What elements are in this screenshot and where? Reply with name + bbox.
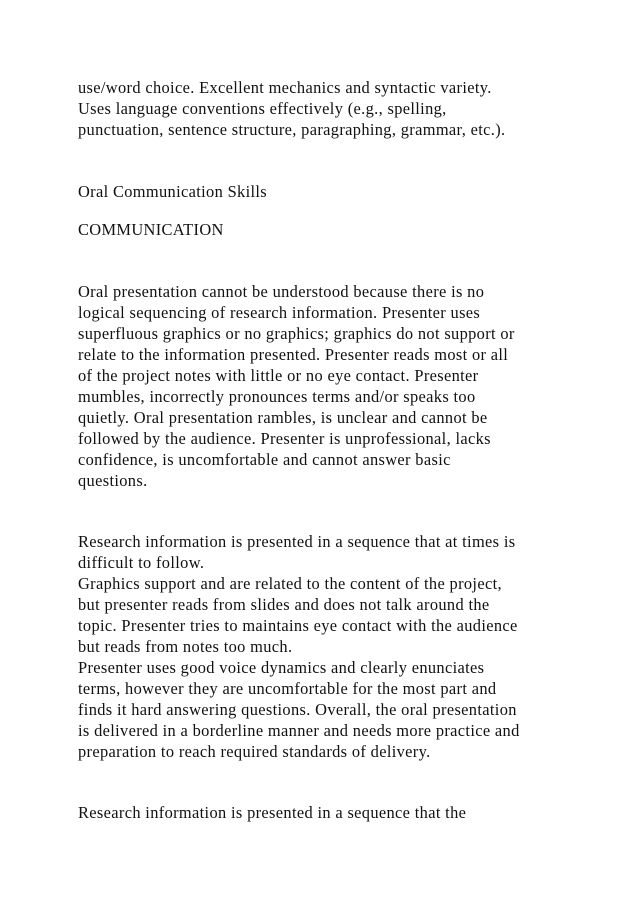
text-line: confidence, is uncomfortable and cannot answer basic <box>78 450 451 469</box>
text-line: mumbles, incorrectly pronounces terms and/or speaks too <box>78 387 476 406</box>
text-line: of the project notes with little or no eye contact. Presenter <box>78 366 479 385</box>
text-line: Research information is presented in a sequence that the <box>78 803 467 822</box>
text-line: Presenter uses good voice dynamics and clearly enunciates <box>78 658 485 677</box>
text-line: Research information is presented in a sequence that at times is <box>78 532 516 551</box>
text-line: Uses language conventions effectively (e.g., spelling, <box>78 99 447 118</box>
text-line: quietly. Oral presentation rambles, is unclear and cannot be <box>78 408 488 427</box>
text-line: but presenter reads from slides and does not talk around the <box>78 595 490 614</box>
text-line: but reads from notes too much. <box>78 637 293 656</box>
text-line: terms, however they are uncomfortable for the most part and <box>78 679 497 698</box>
section-heading: COMMUNICATION <box>78 220 224 239</box>
text-line: finds it hard answering questions. Overall, the oral presentation <box>78 700 517 719</box>
text-line: preparation to reach required standards of delivery. <box>78 742 431 761</box>
text-line: punctuation, sentence structure, paragraphing, grammar, etc.). <box>78 120 506 139</box>
text-line: use/word choice. Excellent mechanics and syntactic variety. <box>78 78 492 97</box>
text-line: superfluous graphics or no graphics; graphics do not support or <box>78 324 515 343</box>
text-line: followed by the audience. Presenter is unprofessional, lacks <box>78 429 491 448</box>
text-line: Oral presentation cannot be understood because there is no <box>78 282 485 301</box>
text-line: relate to the information presented. Presenter reads most or all <box>78 345 509 364</box>
text-line: Graphics support and are related to the content of the project, <box>78 574 502 593</box>
text-line: is delivered in a borderline manner and needs more practice and <box>78 721 520 740</box>
section-heading: Oral Communication Skills <box>78 182 268 201</box>
text-line: topic. Presenter tries to maintains eye contact with the audience <box>78 616 518 635</box>
text-line: questions. <box>78 471 148 490</box>
text-line: logical sequencing of research information. Presenter uses <box>78 303 481 322</box>
text-line: difficult to follow. <box>78 553 205 572</box>
